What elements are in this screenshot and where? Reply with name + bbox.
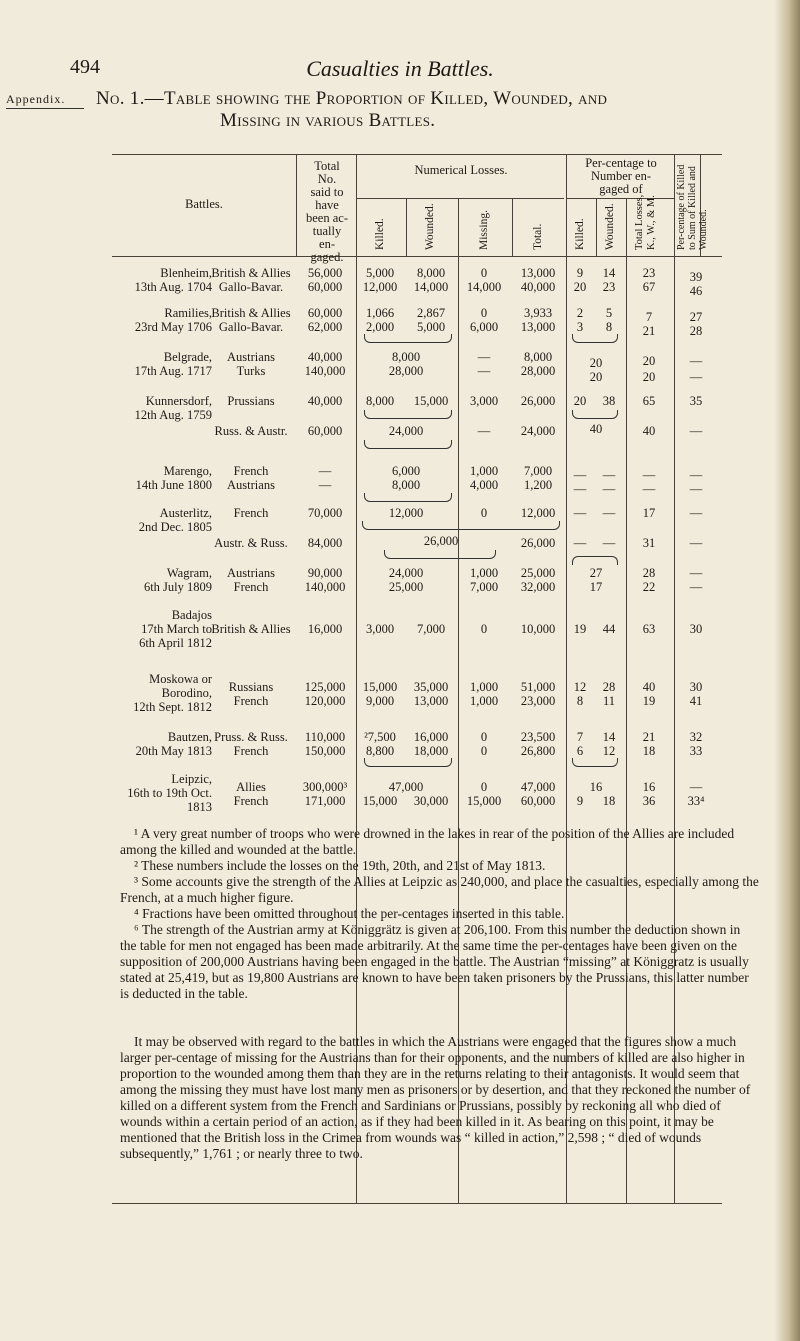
killed-wounded-value: 8,000: [391, 350, 421, 364]
pc-killed-value: —: [573, 482, 587, 496]
battle-name: Marengo,: [163, 464, 212, 478]
pc-wounded-value: 44: [602, 622, 616, 636]
missing-value: —: [477, 350, 491, 364]
missing-value: 15,000: [466, 794, 502, 808]
pc-wounded-value: 5: [605, 306, 613, 320]
col-rule: [296, 154, 297, 256]
engaged-value: 70,000: [307, 506, 343, 520]
numerical-sub-rule: [356, 198, 564, 199]
total-value: 7,000: [523, 464, 553, 478]
killed-wounded-value: 25,000: [388, 580, 424, 594]
killed-value: 3,000: [365, 622, 395, 636]
pc-ratio-value: —: [689, 354, 703, 368]
engaged-value: 60,000: [307, 306, 343, 320]
pc-ratio-value: —: [689, 566, 703, 580]
pc-total-value: 21: [642, 730, 656, 744]
page-edge: [774, 0, 800, 1341]
battle-date: 6th July 1809: [143, 580, 212, 594]
pc-ratio-value: —: [689, 780, 703, 794]
total-value: 1,200: [523, 478, 553, 492]
pc-total-value: 20: [642, 354, 656, 368]
battle-name: Leipzic,: [171, 772, 212, 786]
missing-value: 7,000: [469, 580, 499, 594]
battle-name: Belgrade,: [163, 350, 212, 364]
army-name: Austrians: [227, 478, 275, 492]
missing-value: 0: [480, 730, 488, 744]
pc-total-value: 63: [642, 622, 656, 636]
pc-wounded-value: —: [602, 536, 616, 550]
pc-total-value: 36: [642, 794, 656, 808]
army-name: Allies: [236, 780, 266, 794]
page-number: 494: [70, 56, 100, 78]
pc-combined-value: 20: [589, 370, 603, 384]
pc-ratio-value: —: [689, 536, 703, 550]
battle-date: 13th Aug. 1704: [134, 280, 212, 294]
battle-name: Ramilies,: [164, 306, 212, 320]
battle-name: Blenheim,: [160, 266, 212, 280]
battle-date: 20th May 1813: [135, 744, 212, 758]
table-footnotes: [120, 826, 760, 922]
pc-total-value: 16: [642, 780, 656, 794]
pc-ratio-value: —: [689, 506, 703, 520]
note-paragraph: It may be observed with regard to the battles in which the Austrians were engaged that the figures show a much larger per-centage of missing for the Austrians than for their opponents, and the numbers of killed are also higher in proportion to the wounded among them than they are in the returns relating to their antagonists. It would seem that among the missing they must have lost many men as prisoners or by desertion, and that they reckoned the number of killed on a different system from the French and Sardinians or Prussians, possibly by reckoning all who died of wounds within a certain period of an action, as if they had been killed in it. As bearing on this point, it may be mentioned that the British loss in the Crimea from wounds was “ killed in action,” 2,598 ; “ died of wounds subsequently,” 1,761 ; or nearly three to two.: [120, 1034, 751, 1161]
pc-total-value: 22: [642, 580, 656, 594]
header-pc-ratio: Per-centage of Killed to Sum of Killed and Wounded.: [676, 164, 709, 250]
total-value: 32,000: [520, 580, 556, 594]
total-value: 12,000: [520, 506, 556, 520]
missing-value: 6,000: [469, 320, 499, 334]
total-value: 26,800: [520, 744, 556, 758]
battle-date: 16th to 19th Oct.: [127, 786, 212, 800]
wounded-value: 30,000: [413, 794, 449, 808]
killed-value: ²7,500: [364, 730, 396, 744]
header-battles: Battles.: [185, 197, 223, 211]
pc-killed-value: 8: [576, 694, 584, 708]
army-name: Gallo-Bavar.: [218, 320, 284, 334]
table-top-rule: [112, 154, 722, 155]
pc-wounded-value: 8: [605, 320, 613, 334]
footnote: ² These numbers include the losses on the 19th, 20th, and 21st of May 1813.: [134, 858, 546, 873]
missing-value: 1,000: [469, 680, 499, 694]
engaged-value: 90,000: [307, 566, 343, 580]
wounded-value: 5,000: [416, 320, 446, 334]
pc-total-value: 65: [642, 394, 656, 408]
pc-wounded-value: 11: [602, 694, 616, 708]
engaged-value: 62,000: [307, 320, 343, 334]
killed-value: 5,000: [365, 266, 395, 280]
brace: [572, 334, 618, 343]
pc-combined-value: 16: [589, 780, 603, 794]
header-killed: Killed.: [374, 218, 386, 250]
pc-combined-value: 20: [589, 356, 603, 370]
pc-total-value: 67: [642, 280, 656, 294]
engaged-value: 140,000: [304, 580, 346, 594]
table-caption-line-1: No. 1.—Table showing the Proportion of Killed, Wounded, and: [96, 88, 608, 109]
missing-value: 0: [480, 744, 488, 758]
pc-total-value: 21: [642, 324, 656, 338]
battle-name: Kunnersdorf,: [145, 394, 212, 408]
running-head: Casualties in Battles.: [306, 56, 494, 81]
brace: [384, 550, 496, 559]
pc-total-value: —: [642, 482, 656, 496]
army-name: British & Allies: [211, 266, 291, 280]
killed-wounded-value: 26,000: [423, 534, 459, 548]
note-paragraph: ⁶ The strength of the Austrian army at Königgrätz is given at 206,100. From this number the deduction shown in the table for men not engaged has been made arbitrarily. At the same time the per-centages have been given on the supposition of 200,000 Austrians having been engaged in the battle. The Austrian “missing” at Königgratz is usually stated at 25,419, but as 19,800 Austrians are known to have been taken prisoners by the Prussians, this latter number is deducted in the table.: [120, 922, 749, 1001]
header-numerical-losses: Numerical Losses.: [414, 163, 508, 177]
total-value: 60,000: [520, 794, 556, 808]
pc-wounded-value: 28: [602, 680, 616, 694]
brace: [364, 493, 452, 502]
footnote: ¹ A very great number of troops who were drowned in the lakes in rear of the position of the Allies are included among the killed and wounded at the battle.: [120, 826, 735, 857]
battle-name: Borodino,: [161, 686, 212, 700]
pc-ratio-value: —: [689, 580, 703, 594]
pc-ratio-value: 33⁴: [687, 794, 705, 808]
killed-wounded-value: 8,000: [391, 478, 421, 492]
pc-ratio-value: 41: [689, 694, 703, 708]
table-caption-line-2: Missing in various Battles.: [220, 110, 436, 131]
engaged-value: 171,000: [304, 794, 346, 808]
army-name: Gallo-Bavar.: [218, 280, 284, 294]
battle-date: 2nd Dec. 1805: [138, 520, 212, 534]
engaged-value: 40,000: [307, 350, 343, 364]
brace: [362, 521, 560, 530]
battle-date: 23rd May 1706: [134, 320, 212, 334]
wounded-value: 7,000: [416, 622, 446, 636]
engaged-value: 150,000: [304, 744, 346, 758]
pc-total-value: 31: [642, 536, 656, 550]
army-name: Turks: [236, 364, 266, 378]
total-value: 25,000: [520, 566, 556, 580]
pc-combined-value: 17: [589, 580, 603, 594]
missing-value: 0: [480, 506, 488, 520]
pc-combined-value: 27: [589, 566, 603, 580]
missing-value: —: [477, 424, 491, 438]
pc-ratio-value: —: [689, 468, 703, 482]
pc-killed-value: —: [573, 536, 587, 550]
engaged-value: 140,000: [304, 364, 346, 378]
wounded-value: 2,867: [416, 306, 446, 320]
missing-value: 1,000: [469, 566, 499, 580]
wounded-value: 16,000: [413, 730, 449, 744]
battle-date: 6th April 1812: [139, 636, 212, 650]
total-value: 40,000: [520, 280, 556, 294]
total-value: 23,000: [520, 694, 556, 708]
pc-wounded-value: —: [602, 482, 616, 496]
total-value: 28,000: [520, 364, 556, 378]
header-missing: Missing.: [478, 210, 490, 250]
killed-wounded-value: 24,000: [388, 566, 424, 580]
battle-date: 17th Aug. 1717: [134, 364, 212, 378]
wounded-value: 18,000: [413, 744, 449, 758]
missing-value: 1,000: [469, 464, 499, 478]
engaged-value: —: [318, 478, 332, 492]
pc-wounded-value: —: [602, 506, 616, 520]
army-name: Prussians: [227, 394, 275, 408]
engaged-value: 125,000: [304, 680, 346, 694]
total-value: 24,000: [520, 424, 556, 438]
battle-name: Bautzen,: [167, 730, 212, 744]
brace: [572, 758, 618, 767]
army-name: Austrians: [227, 350, 275, 364]
killed-wounded-value: 24,000: [388, 424, 424, 438]
brace: [364, 758, 452, 767]
battle-date: 14th June 1800: [135, 478, 212, 492]
pc-killed-value: 20: [573, 280, 587, 294]
header-pc-total-losses: Total Losses, K., W., & M.: [634, 194, 657, 250]
pc-total-value: 7: [645, 310, 653, 324]
pc-killed-value: 9: [576, 266, 584, 280]
battle-name: Badajos: [171, 608, 212, 622]
total-value: 3,933: [523, 306, 553, 320]
killed-value: 15,000: [362, 794, 398, 808]
killed-value: 1,066: [365, 306, 395, 320]
pc-total-value: 18: [642, 744, 656, 758]
battle-name: Austerlitz,: [159, 506, 212, 520]
killed-wounded-value: 28,000: [388, 364, 424, 378]
header-wounded: Wounded.: [424, 203, 436, 250]
killed-value: 8,800: [365, 744, 395, 758]
pc-killed-value: 9: [576, 794, 584, 808]
pc-ratio-value: 32: [689, 730, 703, 744]
pc-total-value: —: [642, 468, 656, 482]
footnote: ³ Some accounts give the strength of the Allies at Leipzic as 240,000, and place the casualties, especially among the French, at a much higher figure.: [120, 874, 759, 905]
killed-value: 2,000: [365, 320, 395, 334]
missing-value: 14,000: [466, 280, 502, 294]
total-value: 26,000: [520, 394, 556, 408]
engaged-value: 16,000: [307, 622, 343, 636]
pc-killed-value: 6: [576, 744, 584, 758]
pc-killed-value: 3: [576, 320, 584, 334]
pc-total-value: 40: [642, 424, 656, 438]
army-name: French: [233, 744, 269, 758]
total-value: 26,000: [520, 536, 556, 550]
engaged-value: 60,000: [307, 424, 343, 438]
pc-ratio-value: 33: [689, 744, 703, 758]
total-value: 47,000: [520, 780, 556, 794]
total-value: 8,000: [523, 350, 553, 364]
pc-ratio-value: 28: [689, 324, 703, 338]
header-percentage: Per-centage to Number en- gaged of: [585, 156, 657, 196]
wounded-value: 8,000: [416, 266, 446, 280]
total-value: 10,000: [520, 622, 556, 636]
pc-wounded-value: 18: [602, 794, 616, 808]
battle-name: Moskowa or: [149, 672, 212, 686]
army-name: Russians: [228, 680, 274, 694]
pc-total-value: 40: [642, 680, 656, 694]
pc-total-value: 17: [642, 506, 656, 520]
killed-wounded-value: 47,000: [388, 780, 424, 794]
battle-date: 12th Sept. 1812: [133, 700, 212, 714]
missing-value: 0: [480, 306, 488, 320]
engaged-value: 60,000: [307, 280, 343, 294]
total-value: 13,000: [520, 266, 556, 280]
pc-total-value: 19: [642, 694, 656, 708]
army-name: French: [233, 506, 269, 520]
army-name: British & Allies: [211, 306, 291, 320]
appendix-label: Appendix.: [6, 92, 66, 106]
missing-value: 4,000: [469, 478, 499, 492]
appendix-rule: [6, 108, 84, 109]
brace: [364, 410, 452, 419]
wounded-value: 35,000: [413, 680, 449, 694]
army-name: French: [233, 794, 269, 808]
missing-value: 3,000: [469, 394, 499, 408]
engaged-value: 300,000³: [302, 780, 348, 794]
killed-wounded-value: 12,000: [388, 506, 424, 520]
engaged-value: 40,000: [307, 394, 343, 408]
pc-killed-value: 2: [576, 306, 584, 320]
pc-killed-value: 7: [576, 730, 584, 744]
killed-wounded-value: 6,000: [391, 464, 421, 478]
table-header-rule: [112, 256, 722, 257]
army-name: French: [233, 464, 269, 478]
missing-value: 0: [480, 266, 488, 280]
footnote: ⁴ Fractions have been omitted throughout the per-centages inserted in this table.: [134, 906, 565, 921]
pc-total-value: 28: [642, 566, 656, 580]
killed-value: 9,000: [365, 694, 395, 708]
engaged-value: 56,000: [307, 266, 343, 280]
engaged-value: 120,000: [304, 694, 346, 708]
pc-wounded-value: 14: [602, 730, 616, 744]
engaged-value: 84,000: [307, 536, 343, 550]
col-rule: [596, 198, 597, 256]
pc-total-value: 20: [642, 370, 656, 384]
wounded-value: 15,000: [413, 394, 449, 408]
header-pc-wounded: Wounded.: [604, 203, 616, 250]
missing-value: 0: [480, 780, 488, 794]
army-name: Austr. & Russ.: [214, 536, 288, 550]
pc-killed-value: 12: [573, 680, 587, 694]
pc-total-value: 23: [642, 266, 656, 280]
brace: [364, 334, 452, 343]
pc-wounded-value: 14: [602, 266, 616, 280]
pc-killed-value: 19: [573, 622, 587, 636]
killed-value: 12,000: [362, 280, 398, 294]
pc-ratio-value: 30: [689, 622, 703, 636]
killed-value: 8,000: [365, 394, 395, 408]
pc-killed-value: —: [573, 506, 587, 520]
pc-wounded-value: 38: [602, 394, 616, 408]
total-value: 51,000: [520, 680, 556, 694]
brace: [364, 440, 452, 449]
missing-value: 0: [480, 622, 488, 636]
army-name: British & Allies: [211, 622, 291, 636]
pc-ratio-value: —: [689, 482, 703, 496]
pc-ratio-value: 35: [689, 394, 703, 408]
total-value: 23,500: [520, 730, 556, 744]
col-rule: [512, 198, 513, 256]
header-pc-killed: Killed.: [574, 218, 586, 250]
wounded-value: 14,000: [413, 280, 449, 294]
pc-wounded-value: —: [602, 468, 616, 482]
battle-date: 1813: [187, 800, 212, 814]
pc-ratio-value: 30: [689, 680, 703, 694]
brace: [572, 556, 618, 565]
pc-combined-value: 40: [589, 422, 603, 436]
pc-wounded-value: 12: [602, 744, 616, 758]
army-name: French: [233, 580, 269, 594]
missing-value: —: [477, 364, 491, 378]
army-name: French: [233, 694, 269, 708]
killed-value: 15,000: [362, 680, 398, 694]
pc-ratio-value: 46: [689, 284, 703, 298]
wounded-value: 13,000: [413, 694, 449, 708]
pc-ratio-value: —: [689, 424, 703, 438]
brace: [572, 410, 618, 419]
engaged-value: 110,000: [304, 730, 346, 744]
battle-date: 17th March to: [141, 622, 212, 636]
pc-ratio-value: 39: [689, 270, 703, 284]
pc-wounded-value: 23: [602, 280, 616, 294]
header-engaged: Total No. said to have been ac- tually en- gaged.: [306, 159, 348, 264]
engaged-value: —: [318, 464, 332, 478]
army-name: Pruss. & Russ.: [214, 730, 288, 744]
pc-killed-value: 20: [573, 394, 587, 408]
total-value: 13,000: [520, 320, 556, 334]
pc-killed-value: —: [573, 468, 587, 482]
pc-ratio-value: —: [689, 370, 703, 384]
missing-value: 1,000: [469, 694, 499, 708]
army-name: Russ. & Austr.: [214, 424, 288, 438]
army-name: Austrians: [227, 566, 275, 580]
battle-date: 12th Aug. 1759: [134, 408, 212, 422]
col-rule: [406, 198, 407, 256]
header-total: Total.: [532, 223, 544, 250]
table-bottom-rule: [112, 1203, 722, 1204]
battle-name: Wagram,: [166, 566, 212, 580]
pc-ratio-value: 27: [689, 310, 703, 324]
